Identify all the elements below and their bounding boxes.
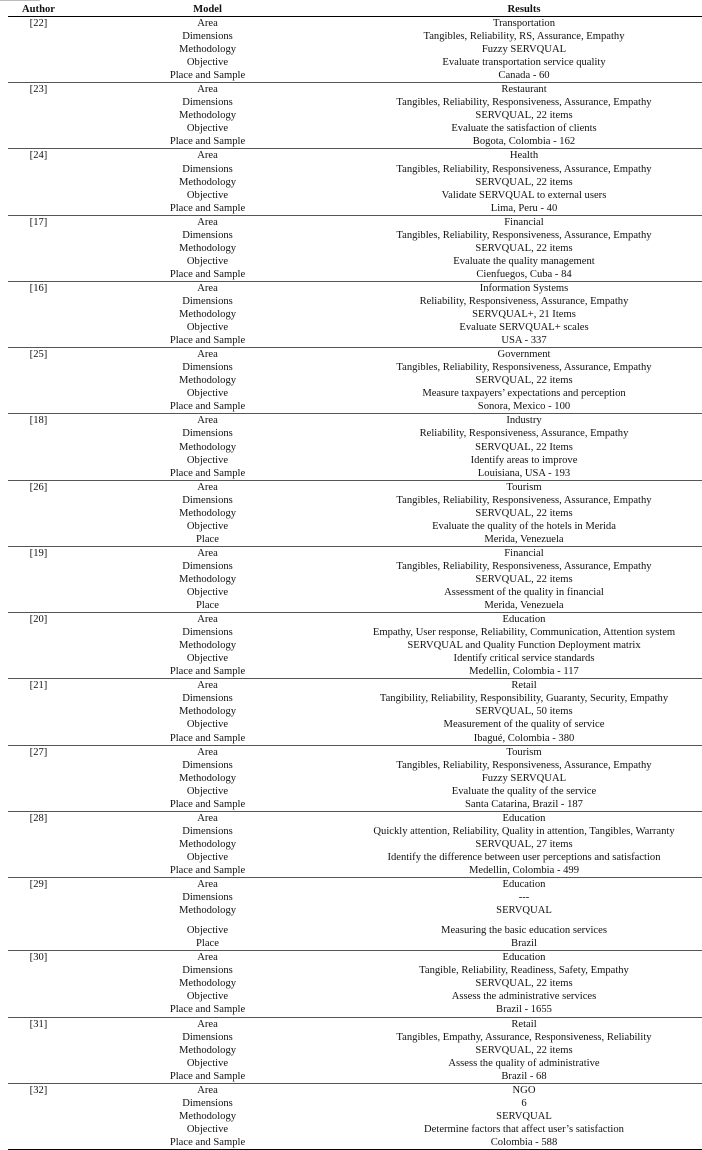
result-value: Brazil - 68: [501, 1070, 547, 1082]
model-label: Place and Sample: [169, 1004, 246, 1016]
result-value: SERVQUAL: [496, 1110, 552, 1122]
result-value: Santa Catarina, Brazil - 187: [465, 798, 583, 810]
table-row: [8, 268, 702, 282]
table-row: [8, 838, 702, 851]
model-label: Dimensions: [182, 163, 233, 175]
model-label: Place and Sample: [169, 136, 246, 148]
model-label: Area: [197, 1084, 218, 1096]
author-ref: [26]: [29, 481, 48, 493]
model-label: Area: [197, 150, 218, 162]
table-row: [8, 546, 702, 560]
result-value: Colombia - 588: [490, 1136, 558, 1148]
model-label: Objective: [186, 851, 229, 863]
table-row: [8, 904, 702, 917]
result-value: SERVQUAL, 22 Items: [475, 441, 573, 453]
table-row: [8, 163, 702, 176]
model-label: Area: [197, 216, 218, 228]
model-label: Objective: [186, 189, 229, 201]
model-label: Place: [196, 533, 219, 545]
table-row: [8, 705, 702, 718]
model-label: Area: [197, 879, 218, 891]
table-row: [8, 387, 702, 400]
study-group: [8, 348, 702, 414]
table-row: [8, 494, 702, 507]
table-row: [8, 692, 702, 705]
result-value: Education: [502, 812, 546, 824]
spacer-cell: [346, 917, 702, 924]
model-label: Place: [196, 600, 219, 612]
author-ref: [20]: [29, 614, 48, 626]
model-label: Area: [197, 415, 218, 427]
table-row: [8, 427, 702, 440]
result-value: Reliability, Responsiveness, Assurance, Empathy: [419, 428, 629, 440]
result-value: Evaluate SERVQUAL+ scales: [459, 322, 589, 334]
result-value: Fuzzy SERVQUAL: [481, 772, 567, 784]
result-value: Tangibles, Reliability, Responsiveness, Assurance, Empathy: [396, 759, 652, 771]
table-row: [8, 255, 702, 268]
result-value: Information Systems: [479, 282, 569, 294]
model-label: Area: [197, 746, 218, 758]
model-label: Dimensions: [182, 362, 233, 374]
author-ref: [22]: [29, 18, 48, 29]
model-label: Methodology: [178, 176, 237, 188]
table-row: [8, 732, 702, 746]
result-value: Louisiana, USA - 193: [477, 467, 571, 479]
model-label: Methodology: [178, 905, 237, 917]
table-row: [8, 109, 702, 122]
study-group: [8, 1083, 702, 1149]
result-value: Medellin, Colombia - 499: [468, 865, 580, 876]
result-value: Evaluate the quality management: [453, 255, 595, 267]
table-row: [8, 599, 702, 613]
table-row: [8, 1017, 702, 1031]
table-row: [8, 613, 702, 627]
model-label: Dimensions: [182, 1031, 233, 1043]
result-value: Bogota, Colombia - 162: [472, 136, 576, 148]
result-value: Identify critical service standards: [453, 653, 595, 665]
result-value: Empathy, User response, Reliability, Communication, Attention system: [372, 627, 676, 639]
spacer-cell: [69, 917, 346, 924]
model-label: Area: [197, 952, 218, 964]
table-row: [8, 348, 702, 362]
model-label: Dimensions: [182, 759, 233, 771]
table-row: [8, 785, 702, 798]
result-value: SERVQUAL, 22 items: [475, 242, 573, 254]
table-row: [8, 1044, 702, 1057]
literature-review-table: [8, 3, 702, 1150]
table-row: [8, 626, 702, 639]
table-row: [8, 441, 702, 454]
result-value: 6: [521, 1097, 527, 1109]
table-row: [8, 679, 702, 693]
result-value: SERVQUAL and Quality Function Deployment matrix: [407, 640, 641, 652]
table-row: [8, 189, 702, 202]
result-value: Measure taxpayers’ expectations and perception: [422, 388, 626, 400]
model-label: Area: [197, 282, 218, 294]
model-label: Area: [197, 349, 218, 361]
author-ref: [28]: [29, 812, 48, 824]
table-row: [8, 229, 702, 242]
model-label: Methodology: [178, 1044, 237, 1056]
table-row: [8, 639, 702, 652]
model-label: Dimensions: [182, 229, 233, 241]
model-label: Dimensions: [182, 1097, 233, 1109]
model-label: Place: [196, 938, 219, 950]
model-label: Dimensions: [182, 428, 233, 440]
result-value: Brazil - 1655: [496, 1004, 552, 1016]
result-value: Evaluate transportation service quality: [442, 57, 606, 69]
table-row: [8, 977, 702, 990]
result-value: Education: [502, 879, 546, 891]
table-row: [8, 215, 702, 229]
table-row: [8, 295, 702, 308]
model-label: Objective: [186, 454, 229, 466]
result-value: SERVQUAL: [496, 905, 552, 917]
model-label: Methodology: [178, 838, 237, 850]
result-value: Evaluate the satisfaction of clients: [451, 123, 597, 135]
study-group: [8, 1017, 702, 1083]
table-row: [8, 878, 702, 892]
table-row: [8, 1070, 702, 1084]
model-label: Place and Sample: [169, 70, 246, 82]
table-row: [8, 573, 702, 586]
result-value: Identify areas to improve: [470, 454, 578, 466]
result-value: Lima, Peru - 40: [490, 202, 558, 214]
table-row: [8, 135, 702, 149]
table-row: [8, 964, 702, 977]
table-row: [8, 951, 702, 965]
model-label: Dimensions: [182, 97, 233, 109]
model-label: Dimensions: [182, 295, 233, 307]
table-row: [8, 665, 702, 679]
table-row: [8, 361, 702, 374]
table-row: [8, 334, 702, 348]
model-label: Objective: [186, 57, 229, 69]
model-label: Objective: [186, 719, 229, 731]
model-label: Methodology: [178, 507, 237, 519]
result-value: SERVQUAL, 27 items: [475, 838, 573, 850]
author-ref: [18]: [29, 415, 48, 427]
model-label: Dimensions: [182, 560, 233, 572]
table-row: [8, 176, 702, 189]
model-label: Objective: [186, 925, 229, 937]
spacer-row: [8, 917, 702, 924]
study-group: [8, 745, 702, 811]
study-group: [8, 811, 702, 877]
study-group: [8, 281, 702, 347]
result-value: Determine factors that affect user’s satisfaction: [424, 1123, 624, 1135]
model-label: Methodology: [178, 640, 237, 652]
model-label: Place and Sample: [169, 401, 246, 413]
model-label: Methodology: [178, 978, 237, 990]
author-ref: [29]: [29, 879, 48, 891]
result-value: SERVQUAL, 50 items: [475, 706, 573, 718]
result-value: Validate SERVQUAL to external users: [441, 189, 607, 201]
result-value: Tangibles, Reliability, Responsiveness, Assurance, Empathy: [396, 229, 652, 241]
model-label: Area: [197, 547, 218, 559]
table-row: [8, 811, 702, 825]
model-label: Objective: [186, 520, 229, 532]
table-row: [8, 825, 702, 838]
table-row: [8, 1031, 702, 1044]
model-label: Place and Sample: [169, 335, 246, 347]
model-label: Area: [197, 84, 218, 96]
result-value: Health: [509, 150, 539, 162]
author-ref: [21]: [29, 680, 48, 692]
result-value: Retail: [511, 680, 537, 692]
model-label: Dimensions: [182, 31, 233, 43]
result-value: SERVQUAL, 22 items: [475, 573, 573, 585]
result-value: Tangible, Reliability, Readiness, Safety, Empathy: [419, 965, 629, 977]
result-value: Evaluate the quality of the hotels in Merida: [432, 520, 616, 532]
result-value: Identify the difference between user perceptions and satisfaction: [387, 851, 661, 863]
table-row: [8, 507, 702, 520]
header-model: Model: [69, 3, 346, 17]
table-row: [8, 56, 702, 69]
table-row: [8, 864, 702, 878]
study-group: [8, 878, 702, 951]
table-row: [8, 467, 702, 481]
result-value: Assess the administrative services: [451, 991, 597, 1003]
result-value: Industry: [506, 415, 542, 427]
model-label: Place and Sample: [169, 1136, 246, 1148]
table-row: [8, 937, 702, 951]
result-value: Merida, Venezuela: [484, 600, 564, 612]
table-row: [8, 1083, 702, 1097]
result-value: Tourism: [506, 746, 542, 758]
study-group: [8, 83, 702, 149]
table-row: [8, 43, 702, 56]
model-label: Methodology: [178, 44, 237, 56]
model-label: Place and Sample: [169, 202, 246, 214]
model-label: Place and Sample: [169, 732, 246, 744]
result-value: Reliability, Responsiveness, Assurance, Empathy: [419, 295, 629, 307]
result-value: Tangibles, Reliability, Responsiveness, Assurance, Empathy: [396, 362, 652, 374]
table-row: [8, 96, 702, 109]
model-label: Objective: [186, 1123, 229, 1135]
model-label: Place and Sample: [169, 268, 246, 280]
result-value: SERVQUAL+, 21 Items: [472, 309, 576, 321]
header-author: Author: [8, 3, 69, 17]
header-row: [8, 3, 702, 17]
header-results: Results: [346, 3, 702, 17]
study-group: [8, 149, 702, 215]
table-row: [8, 990, 702, 1003]
result-value: Cienfuegos, Cuba - 84: [476, 268, 572, 280]
study-group: [8, 17, 702, 83]
model-label: Objective: [186, 255, 229, 267]
model-label: Place and Sample: [169, 1070, 246, 1082]
table-row: [8, 242, 702, 255]
model-label: Objective: [186, 653, 229, 665]
author-ref: [16]: [29, 282, 48, 294]
model-label: Dimensions: [182, 627, 233, 639]
model-label: Dimensions: [182, 693, 233, 705]
table-row: [8, 533, 702, 547]
model-label: Methodology: [178, 110, 237, 122]
table-row: [8, 1110, 702, 1123]
author-ref: [32]: [29, 1084, 48, 1096]
table-row: [8, 308, 702, 321]
table-row: [8, 1057, 702, 1070]
table-row: [8, 400, 702, 414]
model-label: Objective: [186, 785, 229, 797]
result-value: Tangibles, Reliability, Responsiveness, Assurance, Empathy: [396, 163, 652, 175]
result-value: Assess the quality of administrative: [448, 1057, 600, 1069]
result-value: ---: [518, 892, 530, 904]
result-value: SERVQUAL, 22 items: [475, 110, 573, 122]
result-value: Tangibles, Reliability, Responsiveness, Assurance, Empathy: [396, 97, 652, 109]
model-label: Area: [197, 18, 218, 29]
model-label: Methodology: [178, 441, 237, 453]
table-row: [8, 520, 702, 533]
model-label: Place and Sample: [169, 467, 246, 479]
model-label: Objective: [186, 388, 229, 400]
result-value: Transportation: [493, 18, 555, 29]
table-row: [8, 281, 702, 295]
table-row: [8, 759, 702, 772]
table-row: [8, 321, 702, 334]
result-value: Tangibles, Reliability, Responsiveness, Assurance, Empathy: [396, 494, 652, 506]
model-label: Methodology: [178, 573, 237, 585]
study-group: [8, 951, 702, 1017]
result-value: Tangibility, Reliability, Responsibility, Guaranty, Security, Empathy: [379, 693, 669, 705]
result-value: SERVQUAL, 22 items: [475, 507, 573, 519]
model-label: Objective: [186, 1057, 229, 1069]
model-label: Objective: [186, 322, 229, 334]
model-label: Objective: [186, 991, 229, 1003]
study-group: [8, 546, 702, 612]
result-value: SERVQUAL, 22 items: [475, 978, 573, 990]
model-label: Place and Sample: [169, 666, 246, 678]
table-row: [8, 17, 702, 31]
table-row: [8, 122, 702, 135]
model-label: Methodology: [178, 242, 237, 254]
study-group: [8, 480, 702, 546]
model-label: Place and Sample: [169, 865, 246, 876]
result-value: Financial: [504, 216, 544, 228]
result-value: Measuring the basic education services: [441, 925, 607, 937]
model-label: Objective: [186, 587, 229, 599]
result-value: SERVQUAL, 22 items: [475, 375, 573, 387]
model-label: Area: [197, 614, 218, 626]
study-group: [8, 613, 702, 679]
model-label: Place and Sample: [169, 798, 246, 810]
result-value: NGO: [512, 1084, 536, 1096]
table-row: [8, 586, 702, 599]
author-ref: [30]: [29, 952, 48, 964]
result-value: Brazil: [511, 938, 537, 950]
table-row: [8, 374, 702, 387]
model-label: Area: [197, 680, 218, 692]
table-row: [8, 745, 702, 759]
table-row: [8, 924, 702, 937]
table-row: [8, 30, 702, 43]
result-value: Restaurant: [501, 84, 547, 96]
study-group: [8, 679, 702, 745]
result-value: Government: [497, 349, 551, 361]
author-ref: [23]: [29, 84, 48, 96]
result-value: Sonora, Mexico - 100: [477, 401, 571, 413]
study-group: [8, 215, 702, 281]
table-row: [8, 1123, 702, 1136]
result-value: Fuzzy SERVQUAL: [481, 44, 567, 56]
table-row: [8, 202, 702, 216]
result-value: Retail: [511, 1018, 537, 1030]
table-row: [8, 149, 702, 163]
result-value: Tourism: [506, 481, 542, 493]
study-group: [8, 414, 702, 480]
table-row: [8, 454, 702, 467]
table-row: [8, 83, 702, 97]
result-value: Education: [502, 952, 546, 964]
author-ref: [17]: [29, 216, 48, 228]
model-label: Methodology: [178, 706, 237, 718]
model-label: Methodology: [178, 309, 237, 321]
result-value: Education: [502, 614, 546, 626]
table-row: [8, 798, 702, 812]
result-value: Merida, Venezuela: [484, 533, 564, 545]
model-label: Dimensions: [182, 825, 233, 837]
author-ref: [27]: [29, 746, 48, 758]
result-value: Tangibles, Empathy, Assurance, Responsiveness, Reliability: [396, 1031, 652, 1043]
table-row: [8, 560, 702, 573]
author-ref: [24]: [29, 150, 48, 162]
author-ref: [31]: [29, 1018, 48, 1030]
model-label: Methodology: [178, 1110, 237, 1122]
result-value: Canada - 60: [498, 70, 550, 82]
result-value: Tangibles, Reliability, Responsiveness, Assurance, Empathy: [396, 560, 652, 572]
table-row: [8, 891, 702, 904]
model-label: Dimensions: [182, 494, 233, 506]
model-label: Area: [197, 812, 218, 824]
result-value: USA - 337: [501, 335, 547, 347]
result-value: SERVQUAL, 22 items: [475, 1044, 573, 1056]
table-row: [8, 718, 702, 731]
table-row: [8, 652, 702, 665]
result-value: Measurement of the quality of service: [443, 719, 605, 731]
table-row: [8, 1003, 702, 1017]
table-row: [8, 414, 702, 428]
result-value: SERVQUAL, 22 items: [475, 176, 573, 188]
table-row: [8, 1136, 702, 1150]
result-value: Ibagué, Colombia - 380: [473, 732, 575, 744]
model-label: Dimensions: [182, 965, 233, 977]
table-row: [8, 1097, 702, 1110]
model-label: Dimensions: [182, 892, 233, 904]
author-ref: [19]: [29, 547, 48, 559]
table-row: [8, 851, 702, 864]
table-row: [8, 772, 702, 785]
model-label: Objective: [186, 123, 229, 135]
result-value: Assessment of the quality in financial: [444, 587, 604, 599]
table-row: [8, 480, 702, 494]
model-label: Area: [197, 481, 218, 493]
author-ref: [25]: [29, 349, 48, 361]
result-value: Evaluate the quality of the service: [451, 785, 597, 797]
result-value: Quickly attention, Reliability, Quality in attention, Tangibles, Warranty: [373, 825, 675, 837]
model-label: Methodology: [178, 772, 237, 784]
result-value: Medellin, Colombia - 117: [469, 666, 579, 678]
model-label: Methodology: [178, 375, 237, 387]
result-value: Tangibles, Reliability, RS, Assurance, Empathy: [423, 31, 625, 43]
result-value: Financial: [504, 547, 544, 559]
table-row: [8, 69, 702, 83]
model-label: Area: [197, 1018, 218, 1030]
